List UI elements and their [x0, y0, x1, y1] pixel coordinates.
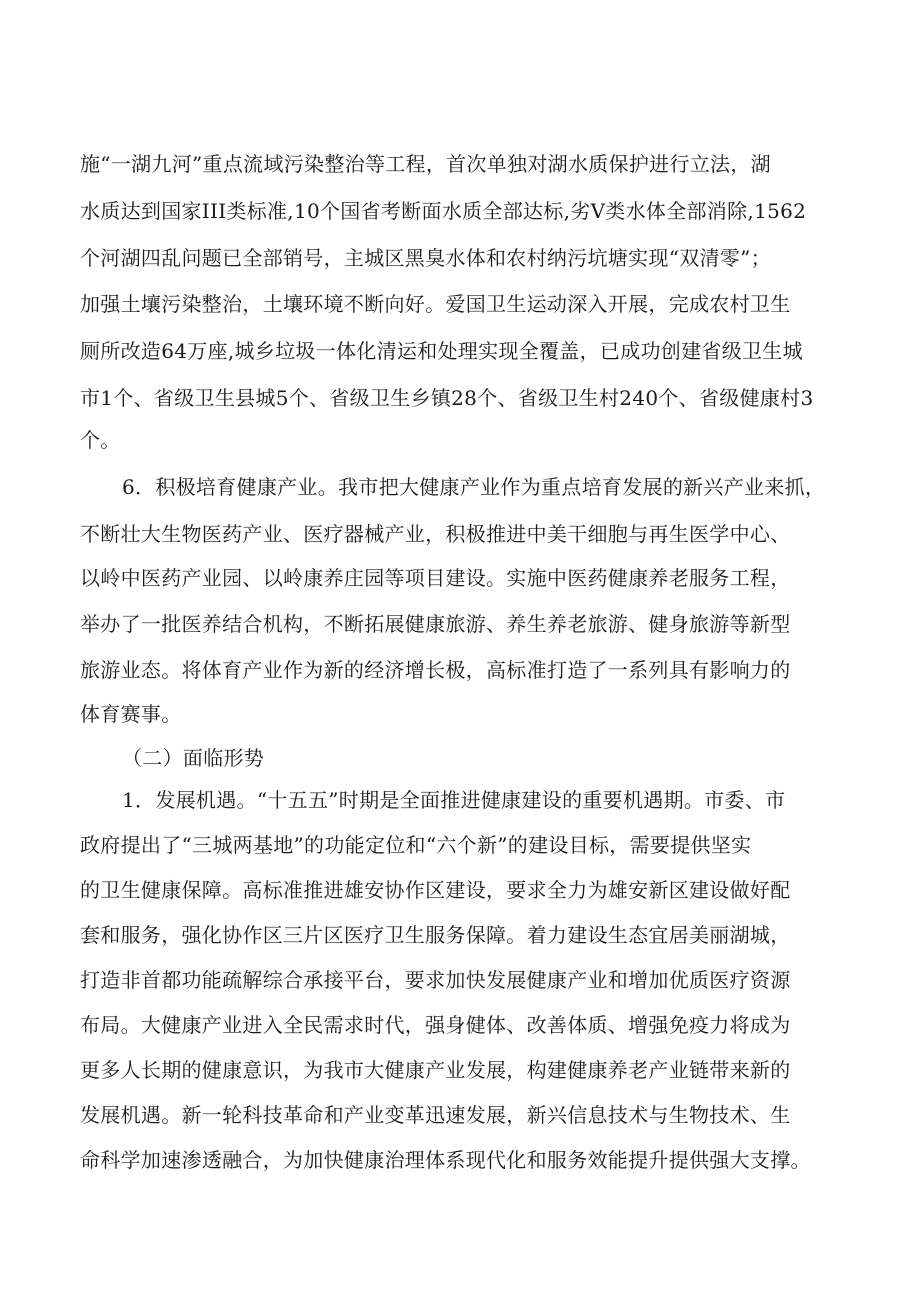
text-line: 打造非首都功能疏解综合承接平台，要求加快发展健康产业和增加优质医疗资源 — [80, 968, 791, 992]
text-line: 不断壮大生物医药产业、医疗器械产业，积极推进中美干细胞与再生医学中心、 — [80, 522, 791, 546]
text-line: 举办了一批医养结合机构，不断拓展健康旅游、养生养老旅游、健身旅游等新型 — [80, 612, 791, 636]
text-line: 施“一湖九河”重点流域污染整治等工程，首次单独对湖水质保护进行立法，湖 — [80, 152, 771, 176]
paragraph-heading-1: 1．发展机遇。“十五五”时期是全面推进健康建设的重要机遇期。市委、市 — [122, 788, 786, 812]
text-line: 套和服务，强化协作区三片区医疗卫生服务保障。着力建设生态宜居美丽湖城， — [80, 923, 791, 947]
text-line: 个河湖四乱问题已全部销号，主城区黑臭水体和农村纳污坑塘实现“双清零”； — [80, 246, 771, 270]
text-line: 以岭中医药产业园、以岭康养庄园等项目建设。实施中医药健康养老服务工程， — [80, 566, 791, 590]
text-line: 水质达到国家III类标准,10个国省考断面水质全部达标,劣V类水体全部消除,1562 — [80, 199, 807, 223]
text-line: 发展机遇。新一轮科技革命和产业变革迅速发展，新兴信息技术与生物技术、生 — [80, 1103, 791, 1127]
text-line: 布局。大健康产业进入全民需求时代，强身健体、改善体质、增强免疫力将成为 — [80, 1013, 791, 1037]
text-line: 加强土壤污染整治，土壤环境不断向好。爱国卫生运动深入开展，完成农村卫生 — [80, 292, 791, 316]
text-line: 旅游业态。将体育产业作为新的经济增长极，高标准打造了一系列具有影响力的 — [80, 658, 791, 682]
text-line: 市1个、省级卫生县城5个、省级卫生乡镇28个、省级卫生村240个、省级健康村3 — [80, 386, 814, 410]
text-line: 更多人长期的健康意识，为我市大健康产业发展，构建健康养老产业链带来新的 — [80, 1058, 791, 1082]
text-line: 体育赛事。 — [80, 702, 182, 726]
text-line: 政府提出了“三城两基地”的功能定位和“六个新”的建设目标，需要提供坚实 — [80, 833, 752, 857]
text-line: 命科学加速渗透融合，为加快健康治理体系现代化和服务效能提升提供强大支撑。 — [80, 1148, 811, 1172]
text-line: 的卫生健康保障。高标准推进雄安协作区建设，要求全力为雄安新区建设做好配 — [80, 878, 791, 902]
text-line: 个。 — [80, 428, 121, 452]
text-line: 厕所改造64万座,城乡垃圾一体化清运和处理实现全覆盖，已成功创建省级卫生城 — [80, 339, 803, 363]
paragraph-heading-6: 6．积极培育健康产业。我市把大健康产业作为重点培育发展的新兴产业来抓， — [122, 475, 826, 499]
section-heading: （二）面临形势 — [122, 746, 265, 770]
